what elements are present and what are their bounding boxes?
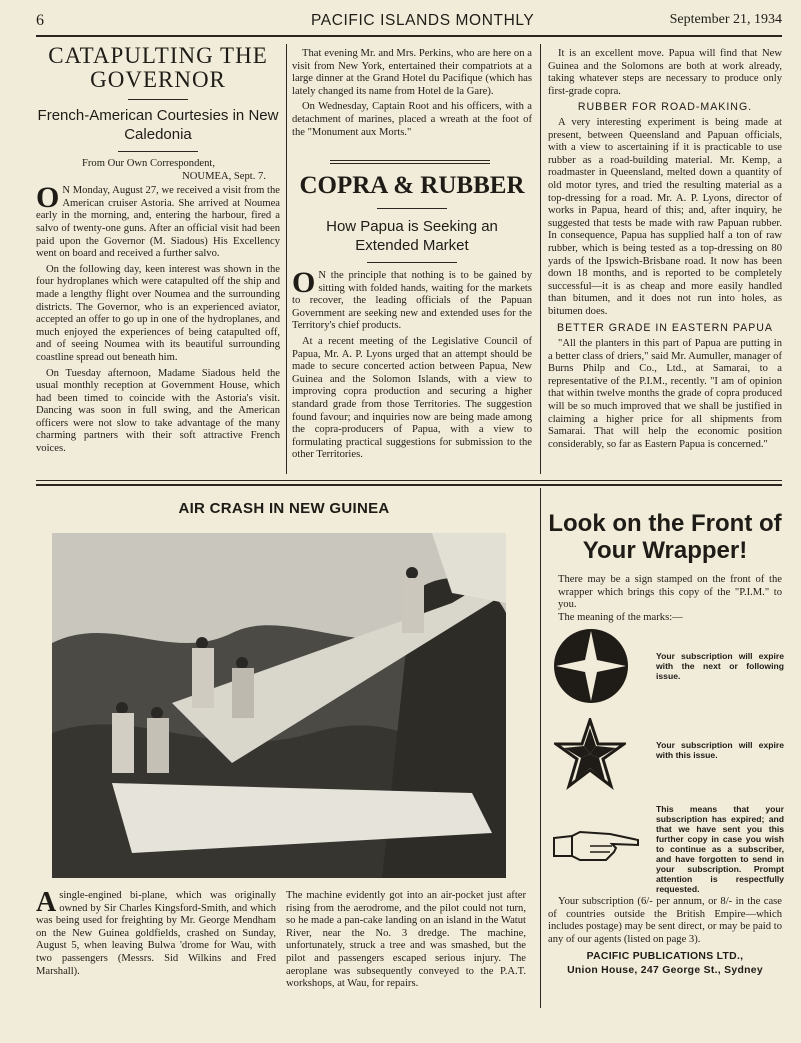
catapult-article bbox=[36, 44, 280, 459]
crash-article-col1: Asingle-engined bi-plane, which was originally owned by Sir Charles Kingsford-Smith, and which was being used for freighting by Mr. George Mendham on the New Guinea goldfields, crashed on Sunday, August 5, when leaving Bulwa 'drome for Wau, with two passengers (Messrs. Sid Wilkins and Fred Marshall). bbox=[36, 887, 276, 977]
paragraph: A very interesting experiment is being made at present, between Queensland and Papuan officials, with a view to ascertaining if it is practicable to use rubber as a road-building material. Mr. Kemp, a roadmaster in Queensland, melted down a quantity of old motor tyres, and tried the resulting material as a top-dressing for a road. Mr. A. P. Lyons, director of works in Papua, heard of this; and, after inquiry, he suggested that tests be made with raw Papuan rubber. In consequence, Papua has supplied half a ton of raw rubber, which is being tested as a top-dressing on 80 yards of the Ipswich-Brisbane road. It now has been down 18 months, and is reported to be completely successful—it is as cheap and more easily handled than bitumen, and it does not run into holes, as bitumen does. bbox=[548, 116, 782, 317]
paragraph: On Tuesday afternoon, Madame Siadous held the usual monthly reception at Government House, which had been timed to coincide with the Astoria's visit. Dancing was soon in full swing, and the American officers were not slow to take advantage of the many charming partners with their soft attractive French voices. bbox=[36, 367, 280, 455]
title-divider bbox=[128, 99, 188, 100]
article-title: COPRA & RUBBER bbox=[299, 172, 525, 199]
crash-photo bbox=[52, 533, 506, 878]
article-body: O N Monday, August 27, we received a visit from the American cruiser Astoria. She arrived at Noumea early in the morning, and, entering the harbour, fired a salvo of twenty-one guns. After an official visit had been paid upon the Governor (M. Siadous) His Excellency went on board and received a further salvo. On the following day, keen interest was shown in the four hydroplanes which were catapulted off the ship and made a lengthy flight over Noumea and the surrounding districts. The Governor, who is an experienced aviator, accepted an offer to go up in one of the hydroplanes, and much enjoyed the experiences of being catapulted off, and of seeing Noumea with its beautiful surrounding coastline spread out beneath him. On Tuesday afternoon, Madame Siadous held the usual monthly reception at Government House, which had been timed to coincide with the Astoria's visit. Dancing was soon in full swing, and the American officers were not slow to take advantage of the many charming partners with their soft attractive French voices. bbox=[36, 181, 280, 455]
section-rule bbox=[330, 160, 490, 161]
pointing-hand-icon bbox=[550, 826, 642, 866]
article-subtitle: How Papua is Seeking an Extended Market bbox=[326, 218, 498, 254]
mark-cross-row bbox=[548, 625, 782, 705]
column-divider bbox=[540, 488, 541, 1008]
catapult-continued bbox=[292, 48, 532, 142]
header-rule bbox=[36, 35, 782, 37]
paragraph: On the following day, keen interest was shown in the four hydroplanes which were catapulted off the ship and made a lengthy flight over Noumea and the surrounding districts. The Governor, who is an experienced aviator, accepted an offer to go up in one of the hydroplanes, and much enjoyed the experiences of being catapulted off, and of seeing Noumea with its beautiful surrounding coastline spread out beneath him. bbox=[36, 263, 280, 363]
paragraph: That evening Mr. and Mrs. Perkins, who are here on a visit from New York, entertained their compatriots at a large dinner at the Grand Hotel du Pacifique (which has lately changed its name from Hotel de la Gare). bbox=[292, 48, 532, 97]
article-subtitle: French-American Courtesies in New Caledonia bbox=[37, 107, 279, 143]
section-subhead: RUBBER FOR ROAD-MAKING. bbox=[577, 101, 753, 114]
paragraph: The machine evidently got into an air-pocket just after rising from the aerodrome, and the pilot could not turn, so he made a pan-cake landing on an island in the Watut River, near the No. 3 dredge. The machine, unfortunately, struck a tree and was smashed, but the pilot and passengers escaped serious injury. The aeroplane was subsequently conveyed to the P.A.T. workshops, at Wau, for repairs. bbox=[286, 890, 526, 990]
crash-title: AIR CRASH IN NEW GUINEA bbox=[178, 500, 390, 517]
page-header bbox=[36, 12, 782, 34]
paragraph: "All the planters in this part of Papua are putting in a better class of driers," said Mr. Aumuller, manager of Burns Philp and Co., Ltd., at Samarai, to a representative of the P.I.M., recently. "I am of opinion that within twelve months the grade of copra produced will be so much improved that we shall be justified in claiming a higher price for all shipments from Samarai. That will help the economic position considerably, so far as Eastern Papua is concerned." bbox=[548, 338, 782, 450]
drop-cap: O bbox=[36, 181, 60, 215]
copra-continued bbox=[548, 48, 782, 454]
paragraph: On Wednesday, Captain Root and his officers, with a detachment of marines, placed a wreath at the foot of the "Monument aux Morts." bbox=[292, 101, 532, 138]
column-divider bbox=[286, 44, 287, 474]
section-rule bbox=[36, 480, 782, 481]
dateline: NOUMEA, Sept. 7. bbox=[182, 170, 266, 182]
drop-cap: A bbox=[36, 887, 57, 918]
publisher-name: PACIFIC PUBLICATIONS LTD., bbox=[586, 951, 744, 962]
crash-article-col2 bbox=[286, 890, 526, 994]
mark-cross-text: Your subscription will expire with the next or following issue. bbox=[656, 651, 784, 681]
paragraph: It is an excellent move. Papua will find that New Guinea and the Solomons are both at work already, taking whatever steps are necessary to produce only first-grade copra. bbox=[548, 48, 782, 97]
star-mark-icon bbox=[554, 718, 626, 790]
publication-title: PACIFIC ISLANDS MONTHLY bbox=[311, 12, 535, 29]
title-divider bbox=[377, 208, 447, 209]
mark-star-row bbox=[548, 718, 782, 798]
mark-star-text: Your subscription will expire with this issue. bbox=[656, 740, 784, 760]
page-number: 6 bbox=[36, 12, 44, 29]
notice-intro: There may be a sign stamped on the front of the wrapper which brings this copy of the "P.I.M." to you. bbox=[558, 574, 782, 611]
cross-mark-icon bbox=[552, 627, 630, 705]
drop-cap: O bbox=[292, 266, 316, 299]
copra-article bbox=[292, 170, 532, 465]
paragraph: Your subscription (6/- per annum, or 8/- in the case of countries outside the British Empire—which includes postage) may be sent direct, or may be paid to any of our agents (listed on page 3). bbox=[548, 896, 782, 945]
subscription-note bbox=[548, 896, 782, 949]
mark-hand-text: This means that your subscription has expired; and that we have sent you this further copy in case you wish to continue as a subscriber, and have forgotten to send in your subscription. Prompt attention is respectfully requested. bbox=[656, 804, 784, 894]
publisher-block bbox=[548, 950, 782, 978]
subtitle-divider bbox=[367, 262, 457, 263]
article-title: CATAPULTING THE GOVERNOR bbox=[48, 43, 268, 92]
publisher-address: Union House, 247 George St., Sydney bbox=[567, 965, 763, 976]
photo-illustration bbox=[52, 533, 506, 878]
article-body: O N the principle that nothing is to be gained by sitting with folded hands, waiting for the markets to recover, the leading officials of the Papuan Government are seeking new and extended uses for the Territory's chief products. At a recent meeting of the Legislative Council of Papua, Mr. A. P. Lyons urged that an attempt should be made to secure concerted action between Papua, New Guinea and the Solomon Islands, with a view to improving copra production and securing a higher standard grade from those Territories. The suggestion found favour; and inquiries now are being made among the copra-producers of Papua, with a view to formulating practical suggestions for submission to the other Territories. bbox=[292, 266, 532, 461]
subtitle-divider bbox=[118, 151, 198, 152]
byline: From Our Own Correspondent, bbox=[82, 158, 215, 169]
section-rule bbox=[330, 163, 490, 164]
wrapper-notice bbox=[548, 510, 782, 624]
mark-hand-row bbox=[548, 800, 782, 895]
issue-date: September 21, 1934 bbox=[669, 12, 782, 27]
notice-title: Look on the Front of Your Wrapper! bbox=[548, 510, 782, 564]
column-divider bbox=[540, 44, 541, 474]
section-subhead: BETTER GRADE IN EASTERN PAPUA bbox=[557, 322, 773, 335]
paragraph: At a recent meeting of the Legislative Council of Papua, Mr. A. P. Lyons urged that an attempt should be made to secure concerted action between Papua, New Guinea and the Solomon Islands, with a view to improving copra production and securing a higher standard grade from those Territories. The suggestion found favour; and inquiries now are being made among the copra-producers of Papua, with a view to formulating practical suggestions for submission to the other Territories. bbox=[292, 335, 532, 461]
notice-intro2: The meaning of the marks:— bbox=[558, 611, 683, 623]
section-rule bbox=[36, 484, 782, 486]
